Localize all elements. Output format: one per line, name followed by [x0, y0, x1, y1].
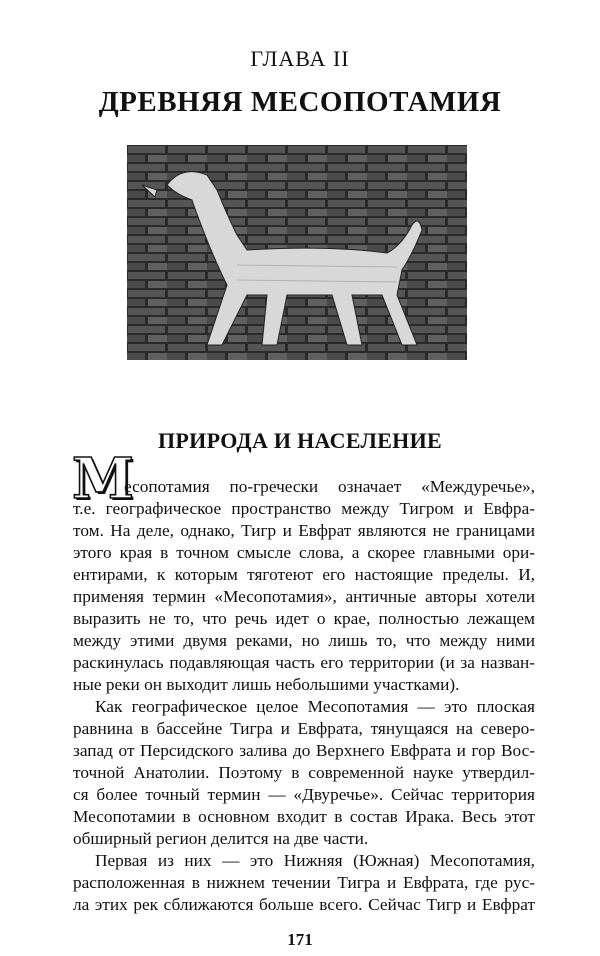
- text-line: том. На деле, однако, Тигр и Евфрат являются не границами: [73, 521, 535, 540]
- text-line: Первая из них — это Нижняя (Южная) Месопотамия,: [95, 851, 535, 870]
- text-line: Месопотамии в основном входит в состав Ирака. Весь этот: [73, 807, 535, 826]
- drop-cap: М: [72, 446, 134, 512]
- text-line: точной Анатолии. Поэтому в современной науке утвердил-: [73, 763, 535, 782]
- text-line: ла этих рек сближаются больше всего. Сейчас Тигр и Евфрат: [73, 895, 535, 914]
- text-line: раскинулась подавляющая часть его территории (и за назван-: [73, 653, 535, 672]
- text-line: т.е. географическое пространство между Тигром и Евфра-: [73, 499, 535, 518]
- text-line: Как географическое целое Месопотамия — это плоская: [95, 697, 535, 716]
- chapter-heading: ГЛАВА II: [250, 46, 350, 71]
- text-line: обширный регион делится на две части.: [73, 829, 369, 848]
- text-line: равнина в бассейне Тигра и Евфрата, тянущаяся на северо-: [73, 719, 535, 738]
- text-line: запад от Персидского залива до Верхнего Евфрата и гор Вос-: [73, 741, 535, 760]
- text-line: ентирами, к которым тяготеют его настоящие пределы. И,: [73, 565, 535, 584]
- text-line: ся более точный термин — «Двуречье». Сейчас территория: [73, 785, 535, 804]
- text-line: этого края в точном смысле слова, а скорее главными ори-: [73, 543, 535, 562]
- text-line: ные реки он выходит лишь небольшими участками).: [73, 675, 460, 694]
- text-line: выразить не то, что речь идет о крае, полностью лежащем: [73, 609, 535, 628]
- text-line: есопотамия по-гречески означает «Междуречье»,: [124, 477, 535, 496]
- illustration-brick-relief: [127, 145, 467, 360]
- page-number: 171: [287, 930, 313, 949]
- text-line: применяя термин «Месопотамия», античные авторы хотели: [73, 587, 535, 606]
- text-line: расположенная в нижнем течении Тигра и Евфрата, где рус-: [73, 873, 535, 892]
- chapter-title: ДРЕВНЯЯ МЕСОПОТАМИЯ: [98, 86, 502, 118]
- text-line: между этими двумя реками, но лишь то, что между ними: [73, 631, 535, 650]
- section-heading: ПРИРОДА И НАСЕЛЕНИЕ: [158, 428, 442, 453]
